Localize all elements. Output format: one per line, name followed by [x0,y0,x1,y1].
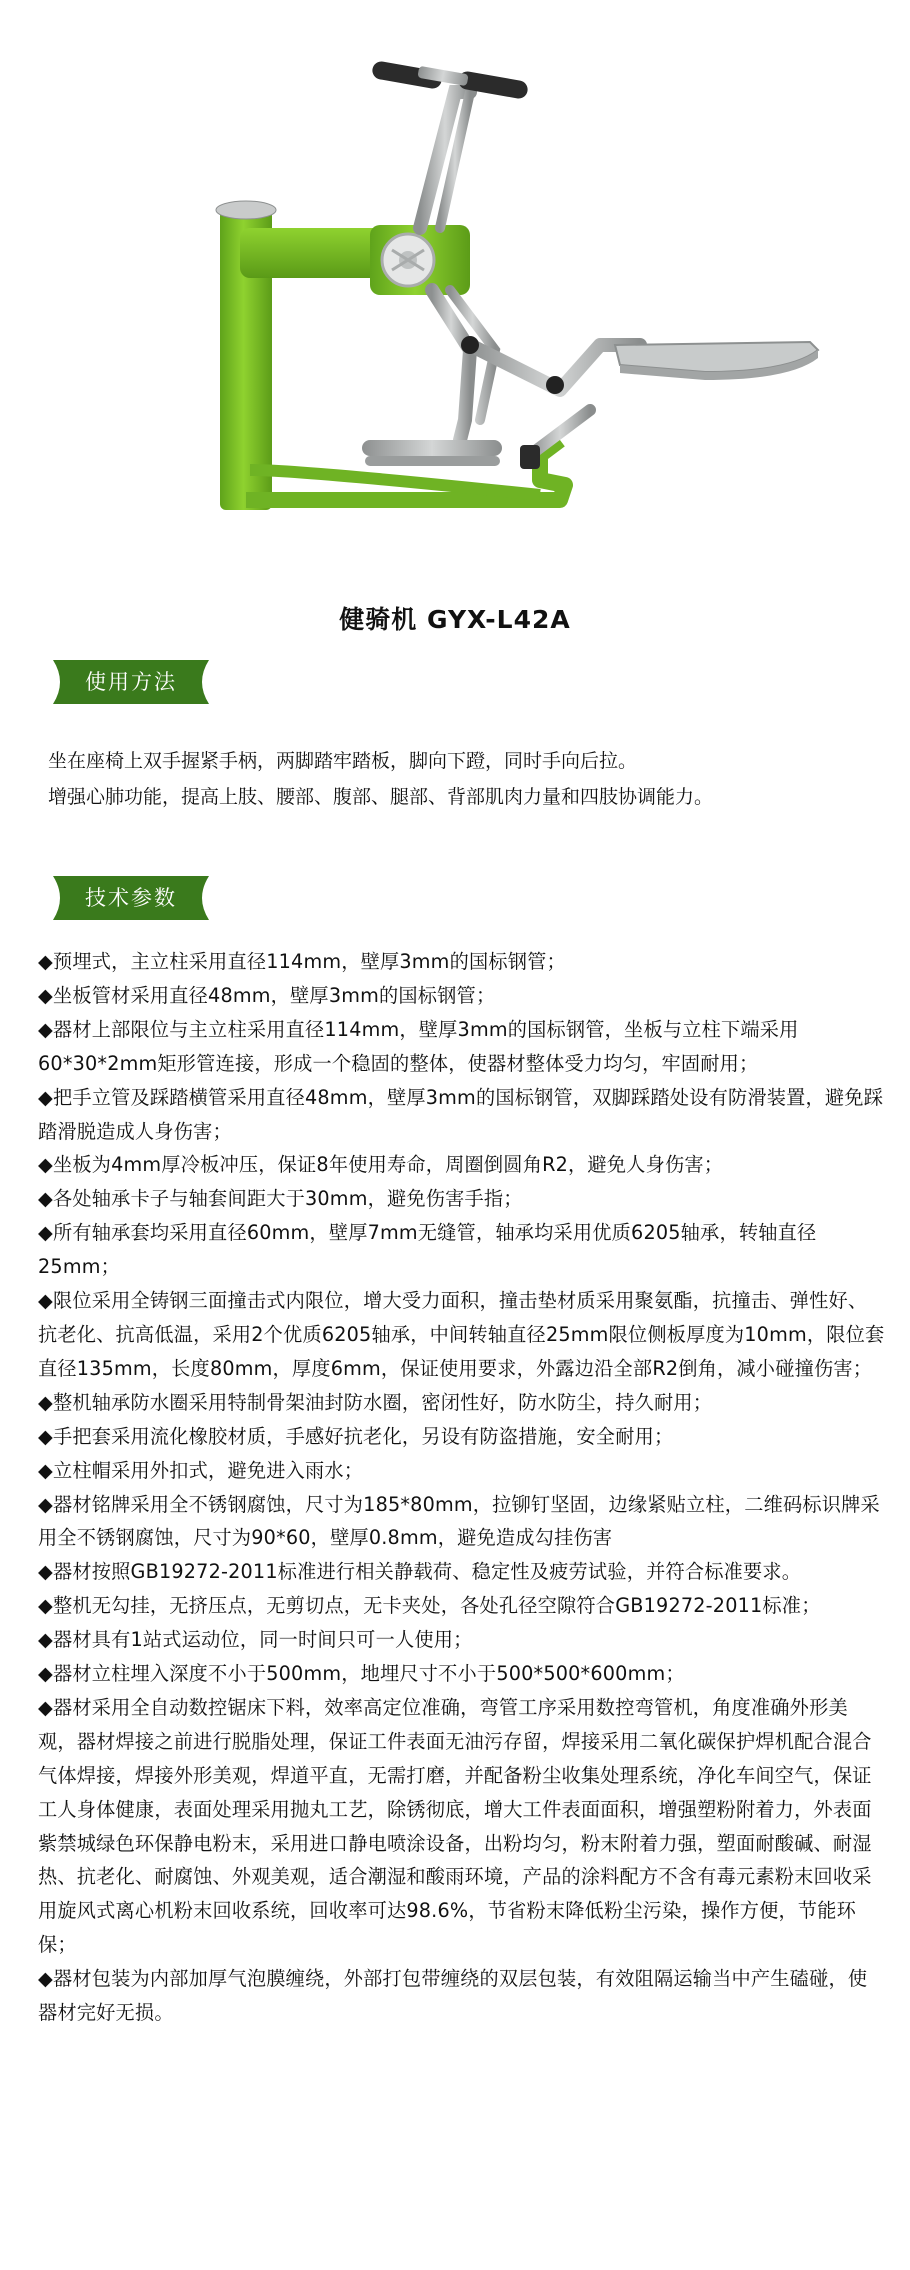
specs-section-tag [45,872,217,924]
spec-item: ◆整机轴承防水圈采用特制骨架油封防水圈，密闭性好，防水防尘，持久耐用； [38,1390,713,1414]
usage-line: 坐在座椅上双手握紧手柄，两脚踏牢踏板，脚向下蹬，同时手向后拉。 [48,750,638,772]
spec-item: ◆预埋式，主立柱采用直径114mm，壁厚3mm的国标钢管； [38,950,566,973]
usage-text [48,743,878,815]
spec-item: ◆器材铭牌采用全不锈钢腐蚀，尺寸为185*80mm，拉铆钉坚固，边缘紧贴立柱，二维码标识牌采用全不锈钢腐蚀，尺寸为90*60，壁厚0.8mm，避免造成勾挂伤害 [38,1492,880,1550]
spec-item: ◆整机无勾挂，无挤压点，无剪切点，无卡夹处，各处孔径空隙符合GB19272-2011标准； [38,1594,821,1618]
spec-item: ◆限位采用全铸钢三面撞击式内限位，增大受力面积，撞击垫材质采用聚氨酯，抗撞击、弹性好、抗老化、抗高低温，采用2个优质6205轴承，中间转轴直径25mm限位侧板厚度为10mm，限位套直径135mm，长度80mm，厚度6mm，保证使用要求，外露边沿全部R2倒角，减小碰撞伤害； [38,1289,885,1380]
spec-item: ◆坐板管材采用直径48mm，壁厚3mm的国标钢管； [38,983,496,1007]
spec-item: ◆立柱帽采用外扣式，避免进入雨水； [38,1458,364,1482]
spec-item: ◆各处轴承卡子与轴套间距大于30mm，避免伤害手指； [38,1187,523,1211]
usage-section-tag [45,656,217,708]
spec-item: ◆坐板为4mm厚冷板冲压，保证8年使用寿命，周圈倒圆角R2，避免人身伤害； [38,1153,724,1177]
spec-item: ◆手把套采用流化橡胶材质，手感好抗老化，另设有防盗措施，安全耐用； [38,1424,674,1448]
spec-item: ◆器材包装为内部加厚气泡膜缠绕，外部打包带缠绕的双层包装，有效阻隔运输当中产生磕碰，使器材完好无损。 [38,1967,868,2025]
spec-item: ◆所有轴承套均采用直径60mm，壁厚7mm无缝管，轴承均采用优质6205轴承，转轴直径25mm； [38,1221,817,1279]
spec-item: ◆器材按照GB19272-2011标准进行相关静载荷、稳定性及疲劳试验，并符合标准要求。 [38,1560,802,1584]
specs-list [38,945,886,2030]
spec-item: ◆器材采用全自动数控锯床下料，效率高定位准确，弯管工序采用数控弯管机，角度准确外形美观，器材焊接之前进行脱脂处理，保证工件表面无油污存留，焊接采用二氧化碳保护焊机配合混合气体焊接，焊接外形美观，焊道平直，无需打磨，并配备粉尘收集处理系统，净化车间空气，保证工人身体健康，表面处理采用抛丸工艺，除锈彻底，增大工件表面面积，增强塑粉附着力，外表面紫禁城绿色环保静电粉末，采用进口静电喷涂设备，出粉均匀，粉末附着力强，塑面耐酸碱、耐湿热、抗老化、耐腐蚀、外观美观，适合潮湿和酸雨环境，产品的涂料配方不含有毒元素粉末回收采用旋风式离心机粉末回收系统，回收率可达98.6%，节省粉末降低粉尘污染，操作方便，节能环保； [38,1695,872,1957]
spec-item: ◆器材立柱埋入深度不小于500mm，地埋尺寸不小于500*500*600mm； [38,1662,685,1686]
spec-item: ◆器材具有1站式运动位，同一时间只可一人使用； [38,1628,473,1652]
product-title: 健骑机 GYX-L42A [339,605,571,634]
specs-heading: 技术参数 [85,886,177,910]
spec-item: ◆器材上部限位与主立柱采用直径114mm，壁厚3mm的国标钢管，坐板与立柱下端采用60*30*2mm矩形管连接，形成一个稳固的整体，使器材整体受力均匀，牢固耐用； [38,1017,799,1075]
usage-heading: 使用方法 [85,670,177,694]
usage-line: 增强心肺功能，提高上肢、腰部、腹部、腿部、背部肌肉力量和四肢协调能力。 [48,786,714,808]
spec-item: ◆把手立管及踩踏横管采用直径48mm，壁厚3mm的国标钢管，双脚踩踏处设有防滑装置，避免踩踏滑脱造成人身伤害； [38,1085,884,1143]
product-image [0,0,910,560]
